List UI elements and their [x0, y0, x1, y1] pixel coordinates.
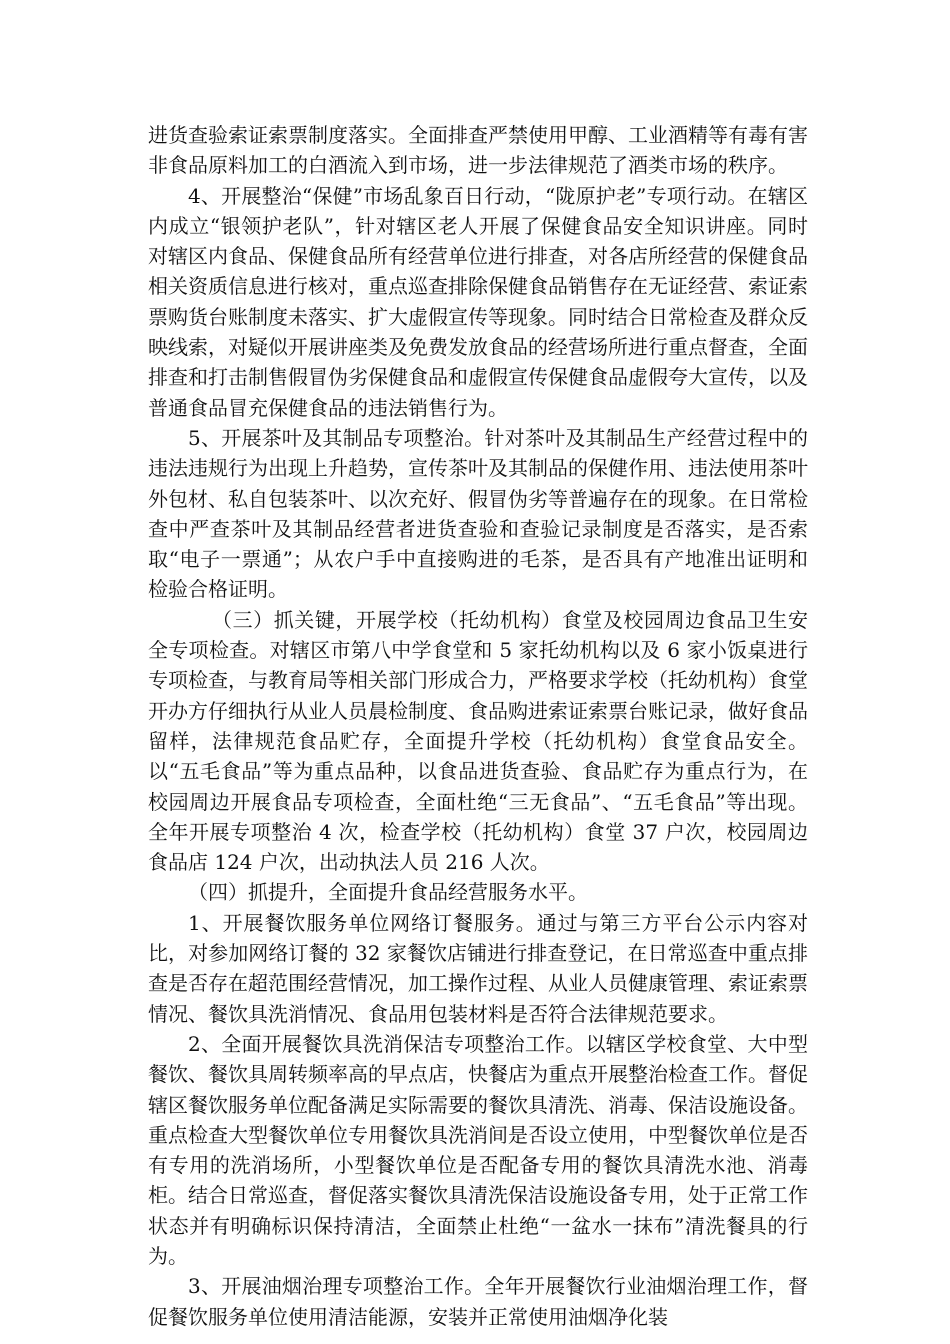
paragraph-tableware-disinfection: 2、全面开展餐饮具洗消保洁专项整治工作。以辖区学校食堂、大中型餐饮、餐饮具周转频率高的早点店，快餐店为重点开展整治检查工作。督促辖区餐饮服务单位配备满足实际需要的餐饮具清洗、消毒、保洁设施设备。重点检查大型餐饮单位专用餐饮具洗消间是否设立使用，中型餐饮单位是否有专用的洗消场所，小型餐饮单位是否配备专用的餐饮具清洗水池、消毒柜。结合日常巡查，督促落实餐饮具清洗保洁设施设备专用，处于正常工作状态并有明确标识保持清洁，全面禁止杜绝“一盆水一抹布”清洗餐具的行为。: [148, 1031, 808, 1268]
paragraph-health-food-campaign: 4、开展整治“保健”市场乱象百日行动，“陇原护老”专项行动。在辖区内成立“银领护老队”，针对辖区老人开展了保健食品安全知识讲座。同时对辖区内食品、保健食品所有经营单位进行排查，对各店所经营的保健食品相关资质信息进行核对，重点巡查排除保健食品销售存在无证经营、索证索票购货台账制度未落实、扩大虚假宣传等现象。同时结合日常检查及群众反映线索，对疑似开展讲座类及免费发放食品的经营场所进行重点督查，全面排查和打击制售假冒伪劣保健食品和虚假宣传保健食品虚假夸大宣传，以及普通食品冒充保健食品的违法销售行为。: [148, 183, 808, 420]
document-page: [148, 120, 808, 1332]
paragraph-online-ordering: 1、开展餐饮服务单位网络订餐服务。通过与第三方平台公示内容对比，对参加网络订餐的 32 家餐饮店铺进行排查登记，在日常巡查中重点排查是否存在超范围经营情况，加工操作过程、从业人员健康管理、索证索票情况、餐饮具洗消情况、食品用包装材料是否符合法律规范要求。: [148, 910, 808, 1026]
paragraph-liquor-market: 进货查验索证索票制度落实。全面排查严禁使用甲醇、工业酒精等有毒有害非食品原料加工的白酒流入到市场，进一步法律规范了酒类市场的秩序。: [148, 123, 808, 178]
paragraph-oil-fume-control: 3、开展油烟治理专项整治工作。全年开展餐饮行业油烟治理工作，督促餐饮服务单位使用清洁能源，安装并正常使用油烟净化装: [148, 1274, 808, 1329]
paragraph-school-canteen-inspection: （三）抓关键，开展学校（托幼机构）食堂及校园周边食品卫生安全专项检查。对辖区市第八中学食堂和 5 家托幼机构以及 6 家小饭桌进行专项检查，与教育局等相关部门形成合力，严格要求学校（托幼机构）食堂开办方仔细执行从业人员晨检制度、食品购进索证索票台账记录，做好食品留样，法律规范食品贮存，全面提升学校（托幼机构）食堂食品安全。以“五毛食品”等为重点品种，以食品进货查验、食品贮存为重点行为，在校园周边开展食品专项检查，全面杜绝“三无食品”、“五毛食品”等出现。全年开展专项整治 4 次，检查学校（托幼机构）食堂 37 户次，校园周边食品店 124 户次，出动执法人员 216 人次。: [148, 607, 808, 875]
paragraph-section-heading-four: （四）抓提升，全面提升食品经营服务水平。: [188, 880, 588, 905]
paragraph-tea-rectification: 5、开展茶叶及其制品专项整治。针对茶叶及其制品生产经营过程中的违法违规行为出现上升趋势，宣传茶叶及其制品的保健作用、违法使用茶叶外包材、私自包装茶叶、以次充好、假冒伪劣等普遍存在的现象。在日常检查中严查茶叶及其制品经营者进货查验和查验记录制度是否落实，是否索取“电子一票通”；从农户手中直接购进的毛茶，是否具有产地准出证明和检验合格证明。: [148, 425, 808, 602]
